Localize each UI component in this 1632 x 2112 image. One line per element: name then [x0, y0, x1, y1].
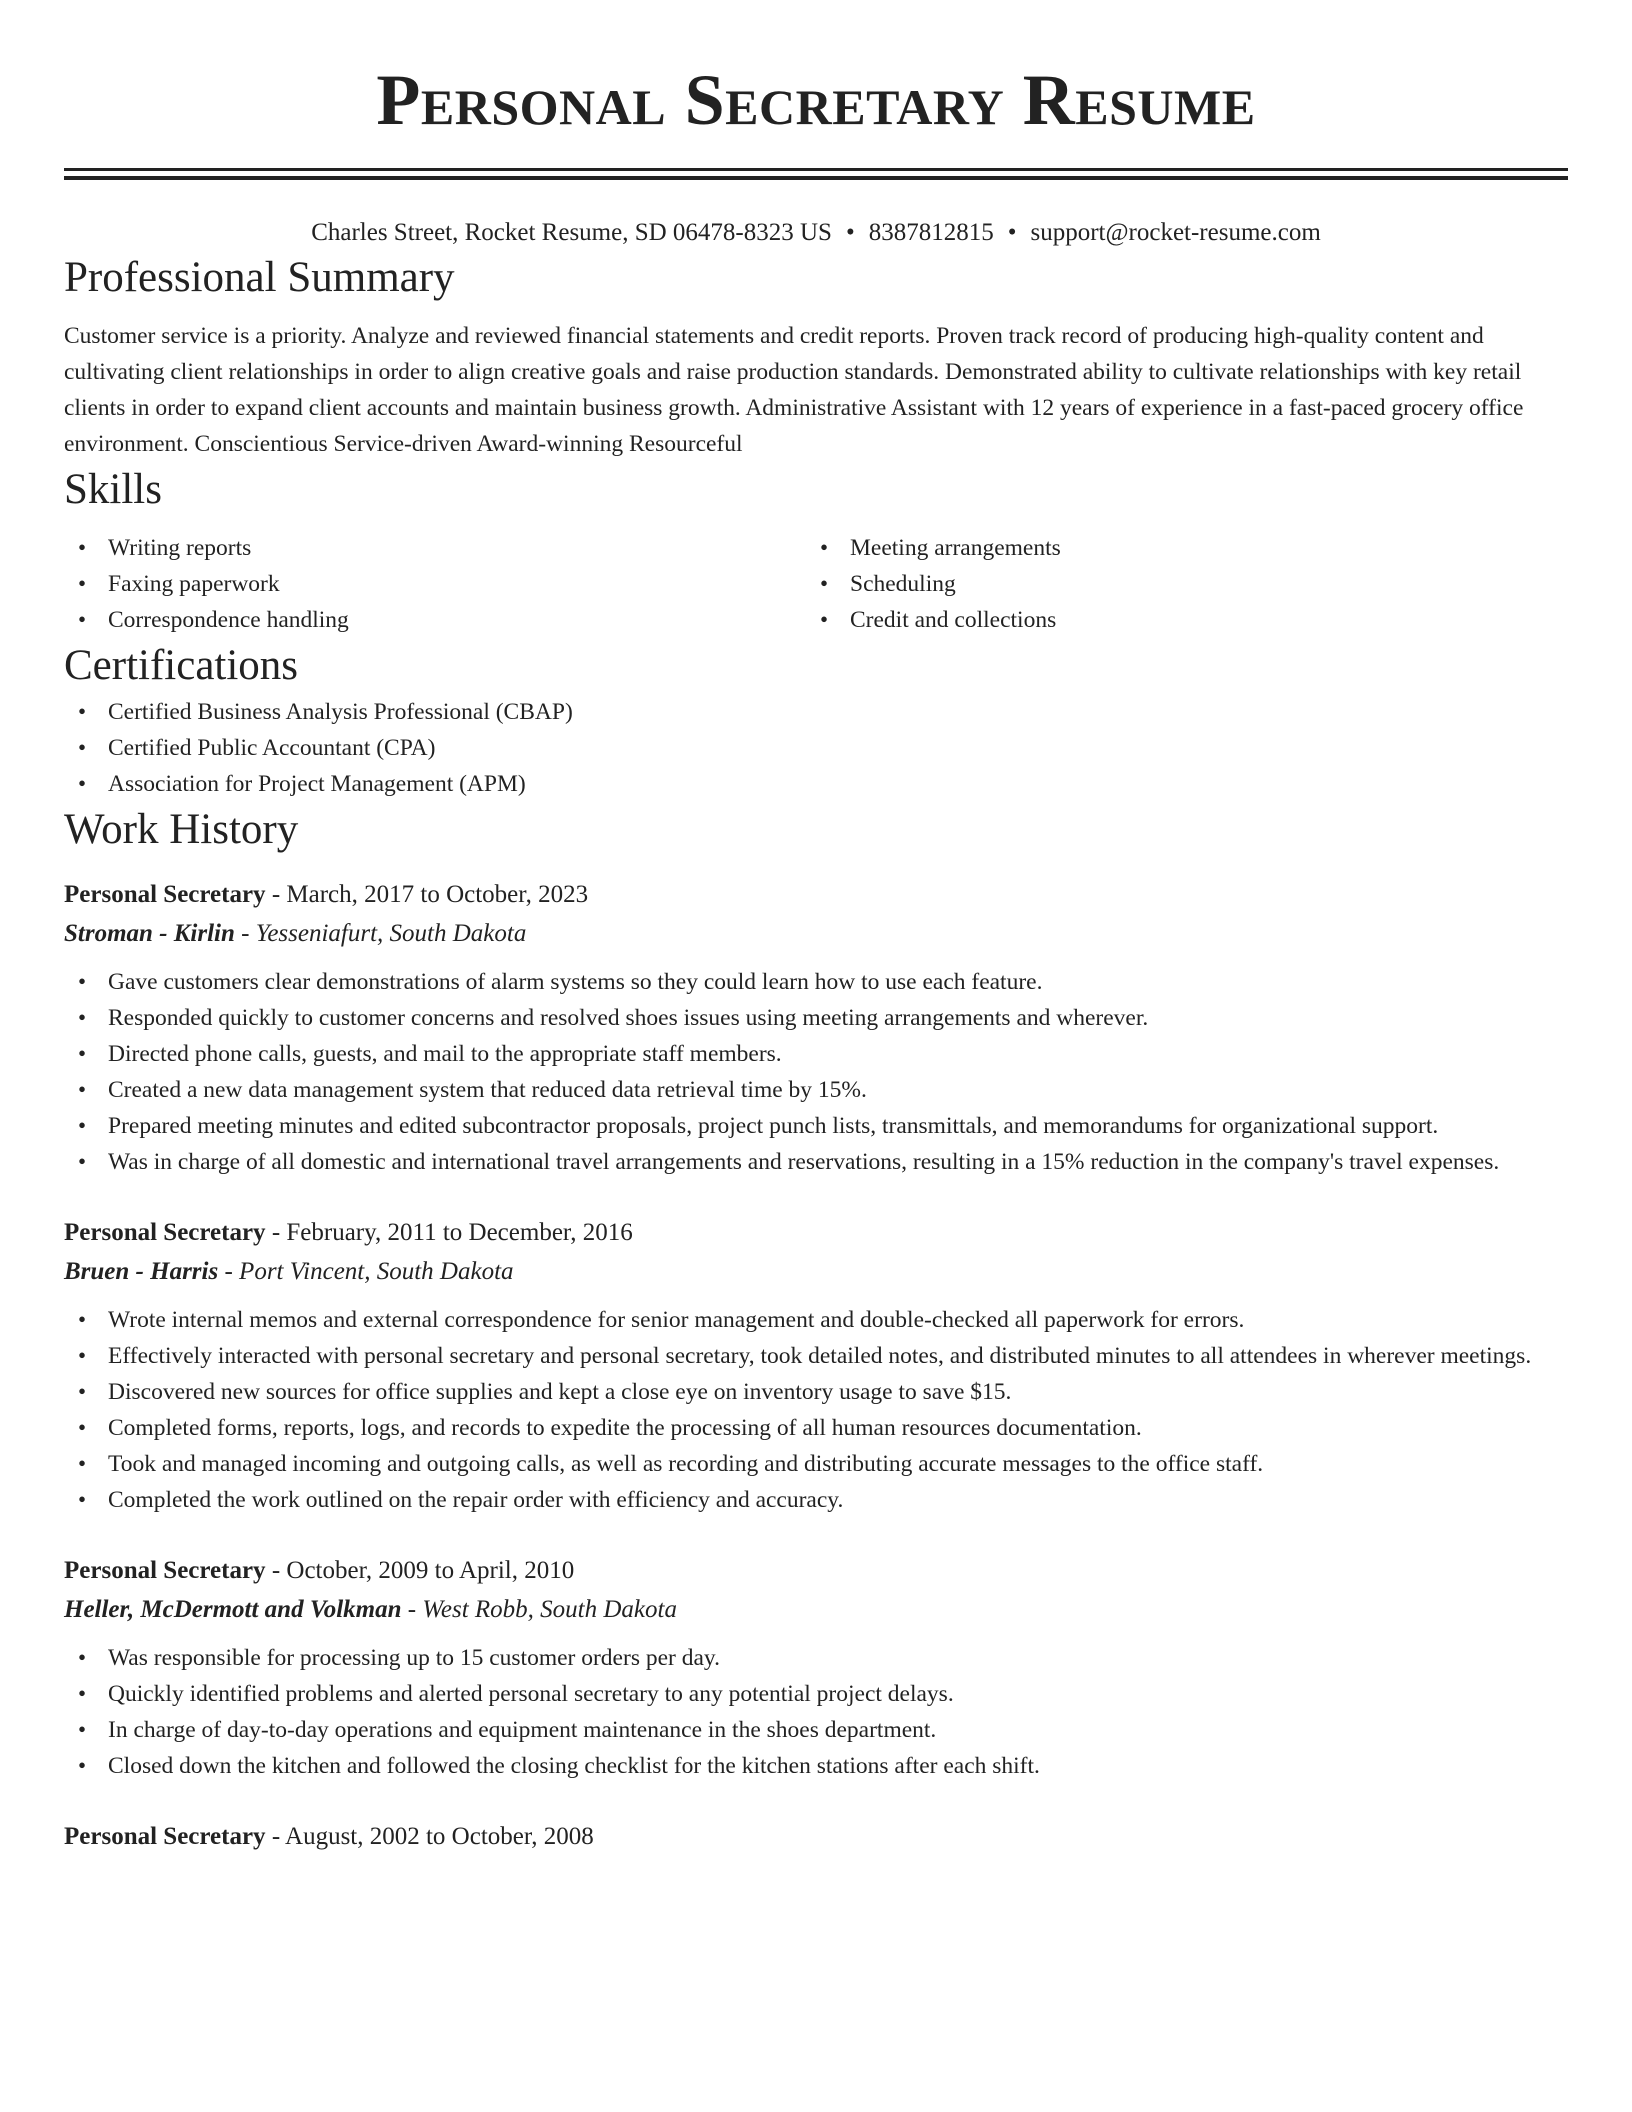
job-location: - Port Vincent, South Dakota [218, 1258, 514, 1285]
job-dates: - February, 2011 to December, 2016 [265, 1219, 633, 1246]
contact-email: support@rocket-resume.com [1030, 219, 1321, 246]
skill-item: • Meeting arrangements [806, 530, 1548, 566]
job-title-line [64, 1552, 1568, 1590]
job-location: - Yesseniafurt, South Dakota [234, 920, 527, 947]
skill-item: • Writing reports [64, 530, 806, 566]
job-entry [64, 1214, 1568, 1518]
job-duty-item: • In charge of day-to-day operations and equipment maintenance in the shoes department. [64, 1712, 1568, 1748]
job-duty-item: • Prepared meeting minutes and edited subcontractor proposals, project punch lists, transmittals, and memorandums for organizational support. [64, 1108, 1568, 1144]
job-company-line [64, 1252, 1568, 1292]
job-company-line [64, 914, 1568, 954]
certifications-heading: Certifications [64, 642, 299, 689]
job-duty-item: • Quickly identified problems and alerted personal secretary to any potential project delays. [64, 1676, 1568, 1712]
work-history-heading: Work History [64, 806, 299, 853]
job-duty-item: • Directed phone calls, guests, and mail to the appropriate staff members. [64, 1036, 1568, 1072]
job-role: Personal Secretary [64, 1823, 266, 1850]
job-duty-item: • Wrote internal memos and external correspondence for senior management and double-checked all paperwork for errors. [64, 1302, 1568, 1338]
job-title-line [64, 1818, 1568, 1856]
certification-item: • Certified Business Analysis Professional (CBAP) [64, 694, 1568, 730]
job-role: Personal Secretary [64, 1557, 266, 1584]
certification-item: • Association for Project Management (APM) [64, 766, 1568, 802]
certifications-list [64, 694, 1568, 802]
contact-line [64, 216, 1568, 250]
job-duty-item: • Gave customers clear demonstrations of alarm systems so they could learn how to use each feature. [64, 964, 1568, 1000]
skills-column-right [806, 530, 1548, 638]
skill-item: • Scheduling [806, 566, 1548, 602]
resume-page [64, 0, 1568, 1856]
job-role: Personal Secretary [64, 1219, 266, 1246]
job-duty-item: • Was in charge of all domestic and international travel arrangements and reservations, resulting in a 15% reduction in the company's travel expenses. [64, 1144, 1568, 1180]
skills-column-left [64, 530, 806, 638]
job-company: Bruen - Harris [64, 1258, 219, 1285]
skills-list [64, 530, 1568, 638]
contact-separator: • [1007, 219, 1017, 246]
job-duty-item: • Took and managed incoming and outgoing calls, as well as recording and distributing accurate messages to the office staff. [64, 1446, 1568, 1482]
summary-heading: Professional Summary [64, 254, 455, 301]
job-dates: - August, 2002 to October, 2008 [265, 1823, 594, 1850]
job-duty-item: • Closed down the kitchen and followed the closing checklist for the kitchen stations after each shift. [64, 1748, 1568, 1784]
job-company: Stroman - Kirlin [64, 920, 235, 947]
job-duty-item: • Completed the work outlined on the repair order with efficiency and accuracy. [64, 1482, 1568, 1518]
job-dates: - October, 2009 to April, 2010 [265, 1557, 575, 1584]
skill-item: • Credit and collections [806, 602, 1548, 638]
contact-phone: 8387812815 [868, 219, 994, 246]
job-dates: - March, 2017 to October, 2023 [265, 881, 589, 908]
contact-address: Charles Street, Rocket Resume, SD 06478-8323 US [311, 219, 832, 246]
job-role: Personal Secretary [64, 881, 266, 908]
job-duties [64, 964, 1568, 1180]
title-divider-top [64, 168, 1568, 171]
job-duties [64, 1302, 1568, 1518]
page-title: Personal Secretary Resume [376, 60, 1256, 140]
job-company: Heller, McDermott and Volkman [64, 1596, 402, 1623]
job-duties [64, 1640, 1568, 1784]
job-entry [64, 1818, 1568, 1856]
job-duty-item: • Responded quickly to customer concerns and resolved shoes issues using meeting arrangements and wherever. [64, 1000, 1568, 1036]
job-entry [64, 1552, 1568, 1784]
job-duty-item: • Was responsible for processing up to 15 customer orders per day. [64, 1640, 1568, 1676]
job-duty-item: • Created a new data management system that reduced data retrieval time by 15%. [64, 1072, 1568, 1108]
job-duty-item: • Effectively interacted with personal secretary and personal secretary, took detailed notes, and distributed minutes to all attendees in wherever meetings. [64, 1338, 1568, 1374]
job-company-line [64, 1590, 1568, 1630]
job-title-line [64, 1214, 1568, 1252]
job-duty-item: • Discovered new sources for office supplies and kept a close eye on inventory usage to save $15. [64, 1374, 1568, 1410]
skills-heading: Skills [64, 466, 162, 513]
contact-separator: • [845, 219, 855, 246]
summary-text: Customer service is a priority. Analyze and reviewed financial statements and credit reports. Proven track record of producing high-quality content and cultivating client relationships in order to align creative goals and raise production standards. Demonstrated ability to cultivate relationships with key retail clients in order to expand client accounts and maintain business growth. Administrative Assistant with 12 years of experience in a fast-paced grocery office environment. Conscientious Service-driven Award-winning Resourceful [64, 323, 1524, 457]
job-entry [64, 876, 1568, 1180]
job-duty-item: • Completed forms, reports, logs, and records to expedite the processing of all human resources documentation. [64, 1410, 1568, 1446]
title-divider-bottom [64, 176, 1568, 180]
skill-item: • Faxing paperwork [64, 566, 806, 602]
skill-item: • Correspondence handling [64, 602, 806, 638]
certification-item: • Certified Public Accountant (CPA) [64, 730, 1568, 766]
job-title-line [64, 876, 1568, 914]
job-location: - West Robb, South Dakota [401, 1596, 677, 1623]
